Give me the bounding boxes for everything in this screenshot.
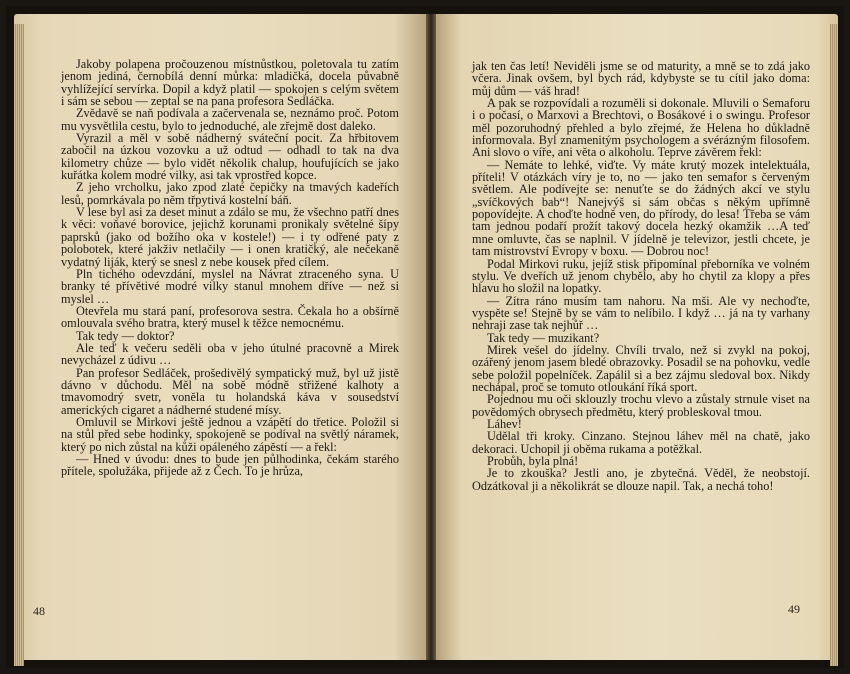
paragraph: Pan profesor Sedláček, prošedivělý sympatický muž, byl už jistě dávno v důchodu. Měl na sobě módně střižené kalhoty a tmavomodrý svetr, voněla tu holandská káva v sousedství amerických cigaret a nádherné studené mísy. [61, 365, 399, 417]
paragraph: Otevřela mu stará paní, profesorova sestra. Čekala ho a obšírně omlouvala svého bratra, který musel k těžce nemocnému. [61, 303, 399, 331]
book-gutter [426, 14, 436, 660]
paragraph: — Hned v úvodu: dnes to bude jen půlhodinka, čekám starého přítele, spolužáka, přijede až z Čech. To je hrůza, [61, 452, 399, 479]
paragraph: Zvědavě se naň podívala a začervenala se, neznámo proč. Potom mu vysvětlila cestu, bylo to jednoduché, ale zřejmě dost daleko. [61, 106, 399, 133]
paragraph: jak ten čas letí! Neviděli jsme se od maturity, a mně se to zdá jako včera. Jinak ovšem, byl bych rád, kdybyste se tu cítil jako doma: můj dům — váš hrad! [472, 59, 810, 98]
paragraph: Podal Mirkovi ruku, jejíž stisk připomínal přeborníka ve volném stylu. Ve dveřích už jenom chybělo, aby ho chytil za klopy a přes hlavu ho složil na lopatky. [472, 256, 810, 296]
paragraph: — Nemáte to lehké, viďte. Vy máte krutý mozek intelektuála, příteli! V otázkách víry je to, no — jako ten semafor s červeným světlem. Ale podívejte se: nenuťte se do žádných akcí ve stylu „svíčkových bab“! Nanejvýš si sám občas s někým upřímně popovídejte. A choďte hodně ven, do přírody, do lesa! Třeba se vám tam jednou podaří prožít takový docela hezký okamžik …A teď mne omluvte, čas se naplnil. V jídelně je televizor, jestli chcete, je tam mistrovství Evropy v boxu. — Dobrou noc! [472, 157, 810, 259]
paragraph: Je to zkouška? Jestli ano, je zbytečná. Věděl, že neobstojí. Odzátkoval ji a několikrát se dlouze napil. Tak, a nechá toho! [472, 466, 810, 493]
right-page-text [472, 60, 810, 492]
paragraph: A pak se rozpovídali a rozuměli si dokonale. Mluvili o Semaforu i o počasí, o Marxovi a Brechtovi, o Bosákové i o swingu. Profesor měl pozoruhodný přehled a bylo zřejmé, že Helena ho důkladně informovala. Byl znamenitým psychologem a svérázným filosofem. Ani slovo o víře, ani věta o alkoholu. Teprve závěrem řekl: [472, 96, 810, 160]
paragraph: Tak tedy — muzikant? [487, 330, 600, 345]
paragraph: Pojednou mu oči sklouzly trochu vlevo a zůstaly strnule viset na povědomých obrysech předmětu, který probleskoval tmou. [472, 392, 810, 419]
paragraph: Pln tichého odevzdání, myslel na Návrat ztraceného syna. U branky té přívětivé modré vilky stanul mnohem dříve — než si myslel … [61, 266, 399, 306]
page-number-right: 49 [788, 602, 800, 616]
paragraph: Z jeho vrcholku, jako zpod zlaté čepičky na tmavých kadeřích lesů, pomrkávala po něm třpytivá kostelní báň. [61, 180, 399, 207]
page-edges-left [14, 24, 24, 666]
right-page [436, 14, 838, 660]
left-page-text [61, 58, 399, 478]
paragraph: Mirek vešel do jídelny. Chvíli trvalo, než si zvykl na pokoj, ozářený jenom jasem bledé obrazovky. Posadil se na pohovku, vedle sebe položil popelníček. Zapálil si a bez zájmu sledoval box. Nikdy nechápal, proč se tomuto otloukání říká sport. [472, 342, 810, 394]
paragraph: — Zítra ráno musím tam nahoru. Na mši. Ale vy nechoďte, vyspěte se! Stejně by se vám to nelíbilo. I když … já na ty varhany nehraji zase tak nejhůř … [472, 293, 810, 333]
open-book [6, 6, 844, 668]
paragraph: Probůh, byla plná! [487, 454, 579, 468]
paragraph: Ale teď k večeru seděli oba v jeho útulné pracovně a Mirek nevycházel z údivu … [61, 340, 399, 368]
paragraph: Láhev! [487, 416, 522, 431]
page-number-left: 48 [33, 604, 45, 618]
paragraph: V lese byl asi za deset minut a zdálo se mu, že všechno patří dnes k věci: voňavé borovice, jejichž korunami pronikaly světelné šípy paprsků (jako od božího oka v kostele!) — i ty odřené paty z polobotek, které jakživ netlačily — i onen kratičký, ale nečekaně vydatný liják, který se snesl z nebe kousek před cílem. [61, 205, 399, 269]
paragraph: Jakoby polapena pročouzenou místnůstkou, poletovala tu zatím jenom jediná, černobílá denní můrka: mladičká, docela půvabně vyhlížející servírka. Dopil a když platil — spokojen s celým světem i sám se sebou — zeptal se na pana profesora Sedláčka. [61, 57, 399, 109]
paragraph: Tak tedy — doktor? [76, 328, 175, 343]
paragraph: Udělal tři kroky. Cinzano. Stejnou láhev měl na chatě, jako dekoraci. Uchopil ji oběma rukama a potěžkal. [472, 429, 810, 456]
left-page [14, 14, 426, 660]
paragraph: Vyrazil a měl v sobě nádherný sváteční pocit. Za hřbitovem zabočil na úzkou vozovku a už odtud — odhadl to tak na dva kilometry chůze — bylo vidět několik chalup, houfujících se jako kuřátka kolem modré vilky, asi tak vprostřed kopce. [61, 131, 399, 183]
page-edges-right [830, 24, 838, 666]
paragraph: Omluvil se Mirkovi ještě jednou a vzápětí do třetice. Položil si na stůl před sebe hodinky, spokojeně se podíval na světlý náramek, který po nich zůstal na kůži opáleného zápěstí — a řekl: [61, 414, 399, 454]
